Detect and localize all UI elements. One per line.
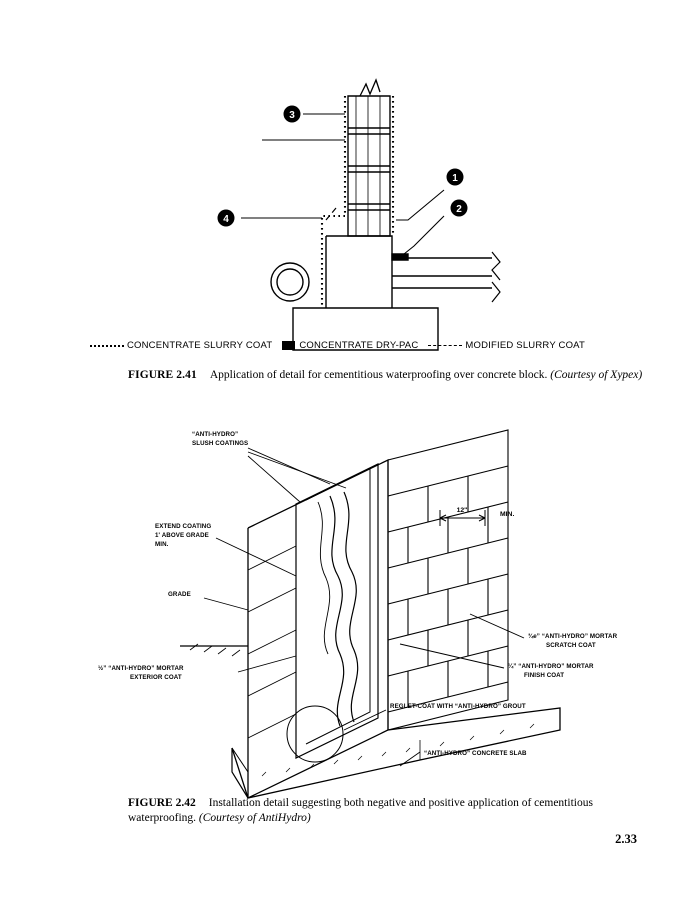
- mortar-exterior-label-line2: EXTERIOR COAT: [130, 674, 182, 681]
- legend-label-slurry-coat: CONCENTRATE SLURRY COAT: [126, 340, 273, 351]
- callout-2: [451, 200, 468, 217]
- dim-min-label: MIN.: [500, 511, 515, 518]
- head-joints-b: [408, 507, 488, 563]
- fig242-svg: [0, 400, 675, 800]
- wall-break-top: [360, 80, 380, 96]
- slush-coat-wave-1: [330, 496, 344, 726]
- fig241-svg: [0, 30, 675, 370]
- drain-pipe-inner: [277, 269, 303, 295]
- course-1: [388, 466, 508, 496]
- callout-4-label: 4: [223, 213, 229, 225]
- mortar-exterior-label-line1: ½” “ANTI-HYDRO” MORTAR: [98, 665, 184, 672]
- figure-2-42-caption: [128, 796, 628, 826]
- callout-3-label: 3: [289, 109, 295, 121]
- callout-1-label: 1: [452, 172, 458, 184]
- figure-2-41-number: FIGURE 2.41: [128, 369, 197, 381]
- extend-coating-label-line1: EXTEND COATING: [155, 523, 212, 530]
- slab-break-right: [492, 252, 500, 280]
- head-joints-c: [428, 548, 468, 594]
- mortar-scratch-label-line1: ¾e” “ANTI-HYDRO” MORTAR: [528, 633, 618, 640]
- extend-coating-label-line3: MIN.: [155, 541, 169, 548]
- dry-pac-block: [392, 254, 408, 260]
- legend-item-dry-pac: [272, 340, 418, 351]
- reglet-coat-label: REGLET-COAT WITH “ANTI-HYDRO” GROUT: [390, 703, 526, 710]
- stem-wall-right: [326, 236, 392, 308]
- grade-label: GRADE: [168, 591, 191, 598]
- legend-item-modified-slurry: [418, 340, 585, 351]
- mortar-finish-label-line1: ¼” “ANTI-HYDRO” MORTAR: [508, 663, 594, 670]
- slush-coatings-label-line2: SLUSH COATINGS: [192, 440, 249, 447]
- concrete-slab-label: “ANTI-HYDRO” CONCRETE SLAB: [424, 750, 527, 757]
- extend-coating-label-line2: 1' ABOVE GRADE: [155, 532, 209, 539]
- figure-2-41-legend: [0, 340, 675, 351]
- callout-4: [218, 210, 235, 227]
- head-joints-f: [408, 651, 488, 707]
- exterior-coat-lines: [248, 546, 296, 738]
- slush-coat-wave-3: [318, 502, 330, 654]
- figure-2-42-credit: (Courtesy of AntiHydro): [198, 812, 311, 825]
- figure-2-42-illustration: [0, 400, 675, 800]
- legend-label-dry-pac: CONCENTRATE DRY-PAC: [299, 340, 419, 351]
- mortar-finish-label-line2: FINISH COAT: [524, 672, 565, 679]
- solid-block-swatch-icon: [282, 341, 295, 350]
- callout-3: [284, 106, 301, 123]
- figure-2-41-caption-text: Application of detail for cementitious waterproofing over concrete block.: [209, 369, 548, 381]
- legend-label-modified-slurry: MODIFIED SLURRY COAT: [465, 340, 586, 351]
- legend-item-slurry-coat: [90, 340, 272, 351]
- page-number: 2.33: [615, 832, 637, 846]
- figure-2-41-credit: (Courtesy of Xypex): [550, 369, 643, 381]
- slush-coatings-label-line1: “ANTI-HYDRO”: [192, 431, 239, 438]
- callout-2-label: 2: [456, 203, 462, 215]
- head-joints-e: [428, 620, 468, 666]
- slush-coat-wave-2: [344, 492, 358, 722]
- dotted-line-swatch-icon: [90, 341, 124, 351]
- mortar-scratch-label-line2: SCRATCH COAT: [546, 642, 596, 649]
- soil-break-right: [492, 282, 500, 302]
- figure-2-42-number: FIGURE 2.42: [128, 797, 196, 809]
- modified-slurry-dashed: [326, 208, 336, 220]
- head-joints-d: [408, 579, 488, 635]
- dashed-line-swatch-icon: [428, 341, 462, 351]
- dim-12-label: 12": [456, 507, 468, 514]
- callout-1: [447, 169, 464, 186]
- figure-2-41-caption: [128, 368, 648, 383]
- leader-lines: [241, 114, 444, 254]
- figure-2-42-caption-text: Installation detail suggesting both negative and positive application of cementitious waterproofing.: [128, 797, 593, 825]
- figure-2-41-illustration: [0, 30, 675, 390]
- head-joints-a: [428, 476, 468, 522]
